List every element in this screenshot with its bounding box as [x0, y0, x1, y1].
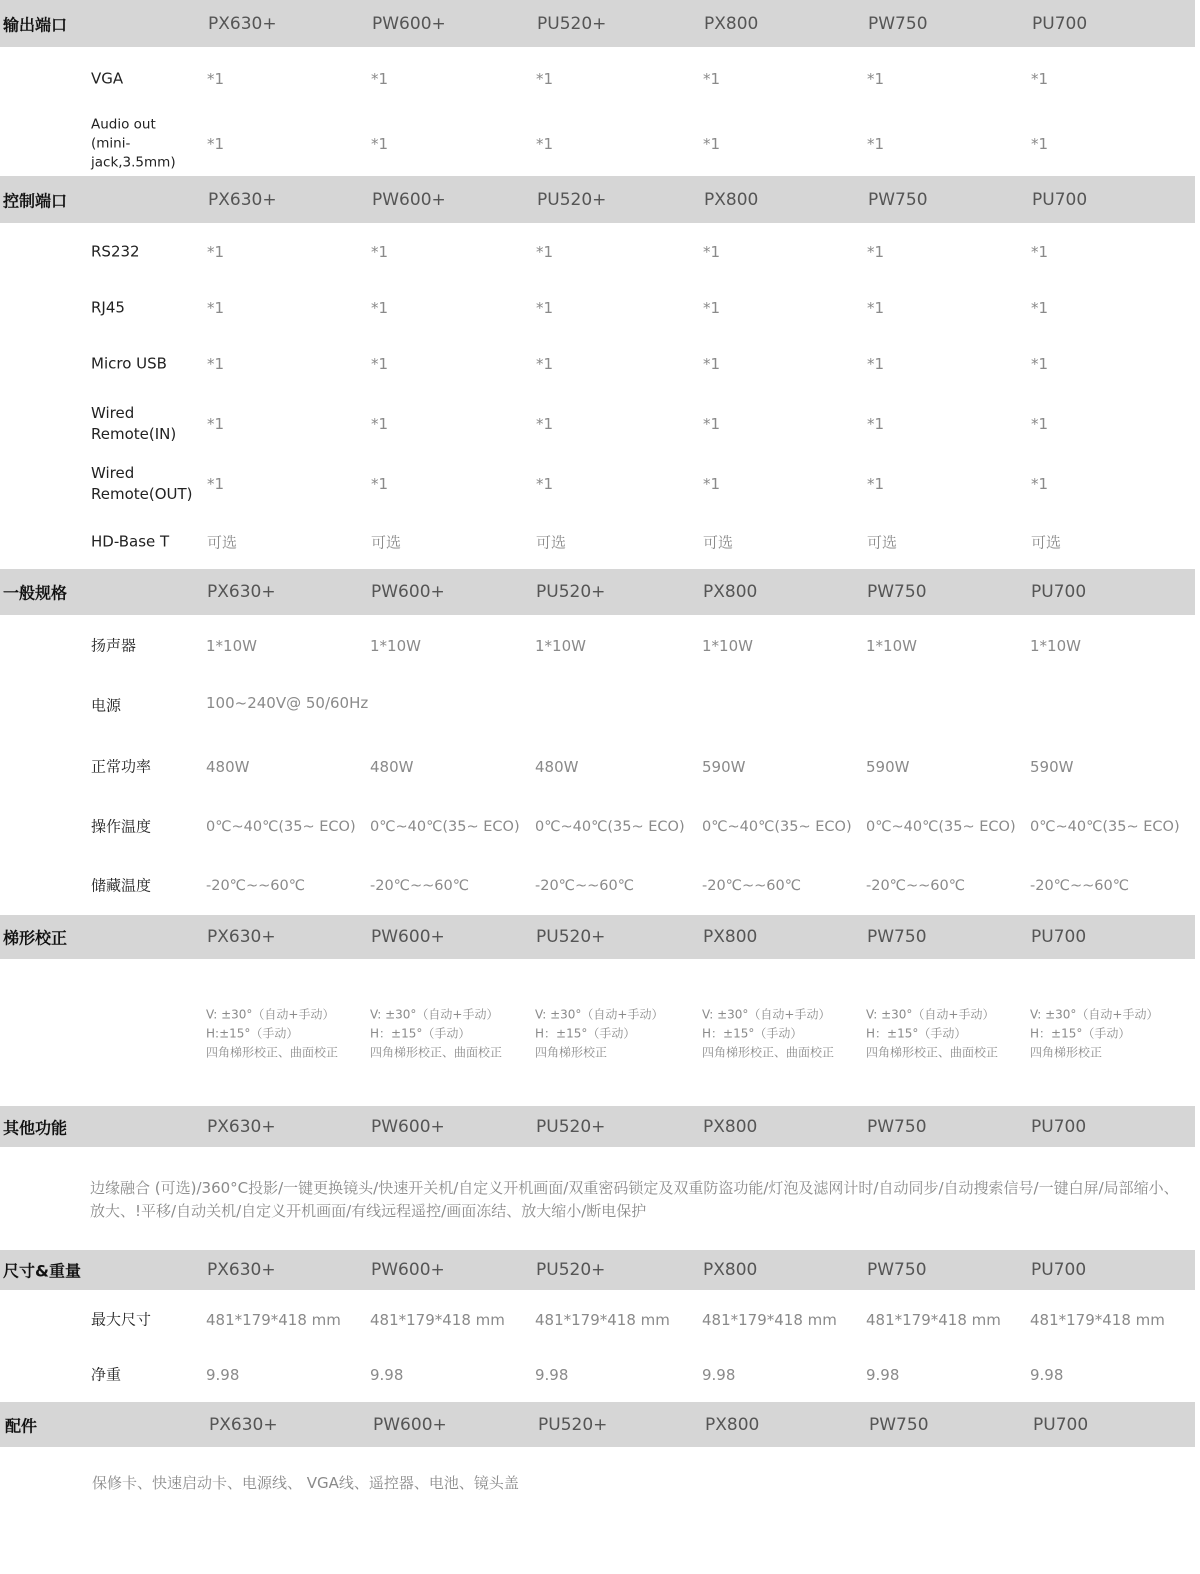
- model-name: PU700: [1031, 1116, 1087, 1137]
- spec-label: RJ45: [91, 298, 125, 317]
- section-title: 其他功能: [3, 1118, 68, 1137]
- model-name: PU520+: [538, 1414, 608, 1435]
- spec-value: *1: [207, 355, 225, 373]
- spec-row: [0, 522, 1200, 562]
- spec-row: [0, 1355, 1200, 1395]
- spec-value: 可选: [867, 533, 898, 552]
- spec-row: [0, 747, 1200, 787]
- spec-value: *1: [703, 135, 721, 153]
- spec-value: -20℃~~60℃: [702, 878, 802, 894]
- model-name: PU700: [1031, 927, 1087, 947]
- spec-value: 0℃~40℃(35~ ECO): [535, 819, 685, 835]
- model-name: PW750: [867, 927, 927, 947]
- spec-value: *1: [867, 70, 885, 88]
- spec-value: *1: [371, 135, 389, 153]
- spec-value: *1: [207, 70, 225, 88]
- spec-value: *1: [703, 415, 721, 433]
- section-title: 控制端口: [3, 191, 68, 210]
- model-name: PX630+: [207, 582, 276, 602]
- model-name: PW750: [869, 1414, 929, 1435]
- model-name: PU520+: [536, 927, 606, 947]
- spec-value: *1: [371, 299, 389, 317]
- spec-row: [0, 807, 1200, 847]
- section-header-general: [0, 569, 1195, 615]
- model-name: PU520+: [536, 582, 606, 602]
- spec-value: 9.98: [370, 1366, 404, 1384]
- spec-row: [0, 112, 1200, 176]
- spec-value: *1: [867, 243, 885, 261]
- spec-value: *1: [536, 299, 554, 317]
- spec-value: *1: [207, 243, 225, 261]
- spec-value: *1: [703, 70, 721, 88]
- section-title: 一般规格: [3, 583, 68, 603]
- model-name: PU700: [1032, 13, 1088, 34]
- spec-value: *1: [207, 135, 225, 153]
- model-name: PW600+: [372, 13, 446, 34]
- spec-value: 9.98: [702, 1366, 736, 1384]
- spec-value: *1: [536, 135, 554, 153]
- spec-row: [0, 460, 1200, 508]
- spec-label: VGA: [91, 69, 124, 88]
- spec-value: 0℃~40℃(35~ ECO): [206, 819, 356, 835]
- spec-value: *1: [371, 355, 389, 373]
- spec-row: [0, 58, 1200, 100]
- spec-value: 0℃~40℃(35~ ECO): [1030, 819, 1180, 835]
- model-name: PX800: [704, 13, 759, 34]
- spec-value: 9.98: [1030, 1366, 1064, 1384]
- spec-value: -20℃~~60℃: [370, 878, 470, 894]
- spec-label: 正常功率: [91, 757, 152, 776]
- spec-value: 481*179*418 mm: [370, 1311, 505, 1329]
- spec-value: *1: [1031, 135, 1049, 153]
- model-name: PX630+: [209, 1414, 278, 1435]
- spec-value: V: ±30°（自动+手动） H：±15°（手动） 四角梯形校正、曲面校正: [702, 1007, 835, 1060]
- spec-value: *1: [536, 415, 554, 433]
- model-name: PW600+: [371, 1116, 445, 1137]
- model-name: PW600+: [371, 582, 445, 602]
- section-header-other: [0, 1106, 1195, 1147]
- model-name: PW600+: [371, 1260, 445, 1280]
- spec-value: 1*10W: [370, 637, 421, 655]
- model-name: PU700: [1032, 189, 1088, 210]
- model-name: PU700: [1031, 1260, 1087, 1280]
- spec-label: 净重: [91, 1365, 122, 1384]
- spec-value: *1: [867, 135, 885, 153]
- spec-row: [0, 232, 1200, 272]
- spec-row: [0, 400, 1200, 448]
- spec-value: *1: [1031, 415, 1049, 433]
- spec-label: 操作温度: [91, 817, 152, 836]
- spec-value: *1: [371, 415, 389, 433]
- spec-value: *1: [207, 415, 225, 433]
- spec-label: Wired Remote(IN): [91, 404, 177, 443]
- spec-value: 590W: [702, 758, 746, 776]
- spec-value: *1: [703, 299, 721, 317]
- spec-value: 9.98: [206, 1366, 240, 1384]
- spec-value: *1: [1031, 355, 1049, 373]
- model-name: PU520+: [537, 189, 607, 210]
- spec-value: 1*10W: [206, 637, 257, 655]
- spec-value: *1: [371, 243, 389, 261]
- other-features-text: 边缘融合 (可选)/360°C投影/一键更换镜头/快速开关机/自定义开机画面/双重密码锁定及双重防盗功能/灯泡及滤网计时/自动同步/自动搜索信号/一键白屏/局部缩小、放大、!平移/自动关机/自定义开机画面/有线远程遥控/画面冻结、放大缩小/断电保护: [90, 1179, 1179, 1220]
- section-header-accessories: [0, 1402, 1195, 1447]
- spec-label: 电源: [91, 696, 122, 715]
- spec-row: [0, 1004, 1200, 1064]
- spec-value: *1: [1031, 475, 1049, 493]
- spec-value: 1*10W: [702, 637, 753, 655]
- model-name: PU520+: [537, 13, 607, 34]
- spec-label: 最大尺寸: [91, 1310, 152, 1329]
- spec-row: [0, 684, 1200, 728]
- spec-value: 481*179*418 mm: [1030, 1311, 1165, 1329]
- spec-label: RS232: [91, 242, 140, 261]
- model-name: PX800: [703, 582, 758, 602]
- spec-value: V: ±30°（自动+手动） H：±15°（手动） 四角梯形校正、曲面校正: [370, 1007, 503, 1060]
- section-title: 尺寸&重量: [3, 1261, 81, 1281]
- spec-value: 481*179*418 mm: [702, 1311, 837, 1329]
- spec-value: *1: [1031, 299, 1049, 317]
- spec-value: *1: [867, 355, 885, 373]
- spec-value: *1: [703, 355, 721, 373]
- spec-value: 可选: [207, 533, 238, 552]
- spec-value: 0℃~40℃(35~ ECO): [702, 819, 852, 835]
- model-name: PW750: [867, 1116, 927, 1137]
- model-name: PW600+: [373, 1414, 447, 1435]
- spec-value: 可选: [703, 533, 734, 552]
- spec-value: 1*10W: [866, 637, 917, 655]
- model-name: PX800: [705, 1414, 760, 1435]
- spec-value: *1: [207, 475, 225, 493]
- spec-value: 481*179*418 mm: [535, 1311, 670, 1329]
- spec-value: *1: [1031, 70, 1049, 88]
- spec-value: V: ±30°（自动+手动） H:±15°（手动） 四角梯形校正、曲面校正: [206, 1007, 339, 1060]
- model-name: PX800: [704, 189, 759, 210]
- model-name: PW750: [868, 13, 928, 34]
- spec-row: [0, 626, 1200, 666]
- section-title: 配件: [5, 1416, 38, 1435]
- spec-value: 1*10W: [1030, 637, 1081, 655]
- model-name: PU700: [1033, 1414, 1089, 1435]
- spec-value: 0℃~40℃(35~ ECO): [370, 819, 520, 835]
- spec-value: V: ±30°（自动+手动） H：±15°（手动） 四角梯形校正: [1030, 1007, 1159, 1060]
- section-header-control: [0, 176, 1195, 223]
- spec-value: 590W: [1030, 758, 1074, 776]
- model-name: PX630+: [207, 1260, 276, 1280]
- spec-value: 可选: [371, 533, 402, 552]
- spec-row: [0, 288, 1200, 328]
- spec-value: -20℃~~60℃: [866, 878, 966, 894]
- spec-value: *1: [536, 70, 554, 88]
- spec-value: 1*10W: [535, 637, 586, 655]
- spec-value: *1: [867, 415, 885, 433]
- spec-value: 100~240V@ 50/60Hz: [206, 694, 369, 712]
- model-name: PU520+: [536, 1260, 606, 1280]
- spec-value: *1: [536, 243, 554, 261]
- section-title: 梯形校正: [3, 928, 68, 948]
- spec-row: [0, 344, 1200, 384]
- model-name: PX630+: [208, 13, 277, 34]
- spec-value: *1: [703, 475, 721, 493]
- model-name: PX630+: [207, 927, 276, 947]
- spec-value: V: ±30°（自动+手动） H：±15°（手动） 四角梯形校正、曲面校正: [866, 1007, 999, 1060]
- model-name: PW600+: [372, 189, 446, 210]
- model-name: PX630+: [207, 1116, 276, 1137]
- spec-label: Micro USB: [91, 354, 167, 373]
- spec-value: -20℃~~60℃: [535, 878, 635, 894]
- section-header-size: [0, 1250, 1195, 1290]
- spec-label: HD-Base T: [91, 532, 170, 551]
- spec-row: [0, 866, 1200, 906]
- spec-value: *1: [207, 299, 225, 317]
- spec-value: 480W: [370, 758, 414, 776]
- model-name: PW750: [867, 582, 927, 602]
- model-name: PW750: [867, 1260, 927, 1280]
- spec-label: Audio out (mini- jack,3.5mm): [91, 116, 176, 171]
- model-name: PX800: [703, 1116, 758, 1137]
- spec-value: 480W: [535, 758, 579, 776]
- spec-value: *1: [1031, 243, 1049, 261]
- accessories-text: 保修卡、快速启动卡、电源线、 VGA线、遥控器、电池、镜头盖: [92, 1474, 519, 1492]
- spec-value: 480W: [206, 758, 250, 776]
- spec-value: *1: [371, 475, 389, 493]
- section-header-keystone: [0, 915, 1195, 959]
- spec-label: Wired Remote(OUT): [91, 464, 193, 503]
- spec-value: *1: [867, 475, 885, 493]
- spec-value: 590W: [866, 758, 910, 776]
- model-name: PX630+: [208, 189, 277, 210]
- model-name: PW600+: [371, 927, 445, 947]
- spec-value: 481*179*418 mm: [866, 1311, 1001, 1329]
- spec-value: 可选: [1031, 533, 1062, 552]
- model-name: PU520+: [536, 1116, 606, 1137]
- spec-value: *1: [703, 243, 721, 261]
- spec-value: 9.98: [535, 1366, 569, 1384]
- model-name: PX800: [703, 1260, 758, 1280]
- spec-value: -20℃~~60℃: [1030, 878, 1130, 894]
- spec-value: *1: [867, 299, 885, 317]
- spec-label: 扬声器: [91, 636, 137, 655]
- spec-value: -20℃~~60℃: [206, 878, 306, 894]
- model-name: PU700: [1031, 582, 1087, 602]
- spec-value: 0℃~40℃(35~ ECO): [866, 819, 1016, 835]
- section-header-output: [0, 0, 1195, 47]
- spec-value: *1: [371, 70, 389, 88]
- spec-value: V: ±30°（自动+手动） H：±15°（手动） 四角梯形校正: [535, 1007, 664, 1060]
- spec-row: [0, 1300, 1200, 1340]
- spec-value: 9.98: [866, 1366, 900, 1384]
- section-title: 输出端口: [3, 15, 68, 34]
- model-name: PW750: [868, 189, 928, 210]
- spec-value: 可选: [536, 533, 567, 552]
- spec-value: 481*179*418 mm: [206, 1311, 341, 1329]
- spec-value: *1: [536, 475, 554, 493]
- model-name: PX800: [703, 927, 758, 947]
- spec-label: 储藏温度: [91, 876, 152, 895]
- spec-value: *1: [536, 355, 554, 373]
